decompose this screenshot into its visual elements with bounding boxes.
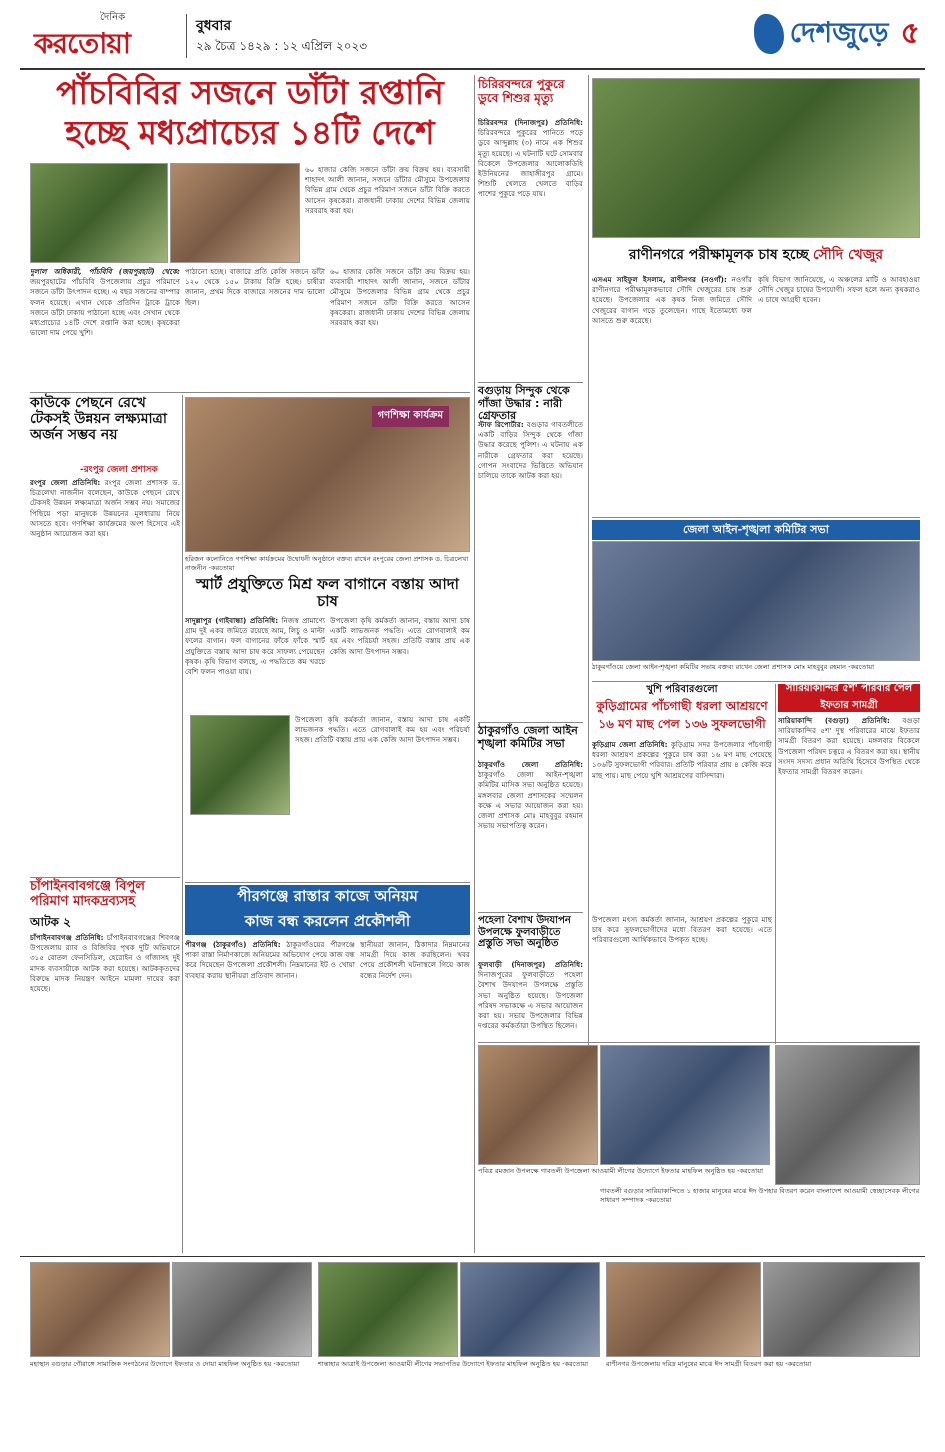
lead-body-col3: ৬০ হাজার কেজি সজনে ডাঁটা ক্রয় বিক্রয় হয়। ব্যবসায়ী শাহাদৎ আলী জানান, সজনে ডাঁটার মৌসুমে উপজেলার বিভিন্ন গ্রাম থেকে প্রচুর পরিমাণ সজনে ডাঁটা বিক্রি করতে আসেন কৃষকেরা। রাজধানী ঢাকায় দেশের বিভিন্ন জেলায় সরবরাহ করা হয়।: [330, 267, 470, 328]
rule-kurigram: [592, 681, 920, 682]
saudi-headline-right: সৌদি খেজুর: [812, 247, 884, 263]
lead-photo-harvest: [170, 163, 300, 263]
kurigram-headline-line1: কুড়িগ্রামের পাঁচগাছী ধরলা আশ্রয়ণে: [596, 699, 768, 713]
lead-body: জয়পুরহাটের পাঁচবিবি উপজেলায় প্রচুর পরিমাণে সজনে ডাঁটা উৎপাদন হচ্ছে। এ বছর সজনের বাম্পার ফলন হয়েছে। এখান থেকে প্রতিদিন ট্রাকে ট্রাকে সজনে ডাঁটা ঢাকায় পাঠানো হচ্ছে এবং সেখান থেকে মধ্যপ্রাচ্যের ১৪টি দেশে রপ্তানি করা হচ্ছে। কৃষকেরা ভালো দাম পেয়ে খুশি।: [30, 277, 180, 338]
saudi-body-right: কৃষি বিভাগ জানিয়েছে, এ অঞ্চলের মাটি ও আবহাওয়া সৌদি খেজুর চাষের উপযোগী। সফল হলে অন্য কৃষকরাও এ চাষে আগ্রহী হবেন।: [758, 275, 920, 305]
meeting-photo: [592, 541, 920, 661]
bogura-body-text: বগুড়ার গাবতলীতে একটি বাড়ির সিন্দুক থেকে গাঁজা উদ্ধার করেছে পুলিশ। এ ঘটনায় এক নারীকে গ্রেফতার করা হয়েছে। গোপন সংবাদের ভিত্তিতে অভিযান চালিয়ে তাকে আটক করা হয়।: [478, 420, 583, 481]
pirganj-body: ঠাকুরগাঁওয়ের পীরগঞ্জে পাকা রাস্তা নির্মাণকাজে অনিয়মের অভিযোগ পেয়ে কাজ বন্ধ করে দিয়েছেন উপজেলা প্রকৌশলী। নিম্নমানের ইট ও খোয়া ব্যবহার করায় স্থানীয়রা প্রতিবাদ জানান।: [185, 940, 355, 980]
sariakandi-photo: [775, 1045, 920, 1185]
chapai-byline: চাঁপাইনবাবগঞ্জ প্রতিনিধি:: [30, 933, 104, 942]
pohela-headline: পহেলা বৈশাখ উদযাপন উপলক্ষে ফুলবাড়ীতে প্রস্তুতি সভা অনুষ্ঠিত: [478, 915, 571, 949]
pohela-body: [478, 960, 583, 1040]
rule-pohela: [478, 912, 583, 913]
bangladesh-map-icon: [754, 14, 784, 54]
bottom-photo-5: [606, 1262, 761, 1357]
rule-thakurgaon: [478, 722, 583, 723]
chapai-body-text: চাঁপাইনবাবগঞ্জের শিবগঞ্জ উপজেলায় র‌্যাব ও বিজিবির পৃথক দুটি অভিযানে ৩১৫ বোতল ফেনসিডিল, হেরোইন ও গাঁজাসহ দুই মাদক ব্যবসায়ীকে আটক করা হয়েছে। আটককৃতদের বিরুদ্ধে মাদক নিয়ন্ত্রণ আইনে মামলা দায়ের করা হয়েছে।: [30, 933, 180, 994]
smart-body: নিজস্ব প্রামাণ্যে গ্রাম দুই একর জমিতে রয়েছে আম, লিচু ও মাল্টা ফলের বাগান। ফল বাগানের ফাঁকে ফাঁকে স্মার্ট প্রযুক্তিতে বস্তায় আদা চাষ করে সাফল্য পেয়েছেন কৃষক। কৃষি বিভাগ বলছে, এ পদ্ধতিতে কম খরচে বেশি ফলন পাওয়া যায়।: [185, 616, 325, 677]
section-title: [700, 8, 920, 60]
bogura-headline: বগুড়ায় সিন্দুক থেকে গাঁজা উদ্ধার : নারী গ্রেফতার: [478, 384, 570, 423]
saudi-byline: এসএম সাইফুল ইসলাম, রাণীনগর (নওগাঁ):: [592, 275, 727, 284]
rangpur-banner: গণশিক্ষা কার্যক্রম: [372, 406, 449, 427]
lead-headline-line2: হচ্ছে মধ্যপ্রাচ্যের ১৪টি দেশে: [65, 113, 435, 152]
sariakandi-photo-caption: গাবতলী বগুড়ার সারিয়াকান্দিতে ১ হাজার মানুষের মাঝে ঈদ উপহার বিতরণ করেন বাংলাদেশ আওয়ামী স্বেচ্ছাসেবক লীগের সাধারণ সম্পাদক -করতোয়া: [600, 1187, 920, 1204]
saudi-photo: [592, 78, 920, 238]
thakurgaon-body-text: ঠাকুরগাঁও জেলা আইন-শৃঙ্খলা কমিটির মাসিক সভা অনুষ্ঠিত হয়েছে। মঙ্গলবার জেলা প্রশাসকের সম্মেলন কক্ষে এ সভার আয়োজন করা হয়। জেলা প্রশাসক মোঃ মাহবুবুর রহমান সভায় সভাপতিত্ব করেন।: [478, 770, 583, 831]
mid-photo-iftar-center: [600, 1045, 770, 1165]
kurigram-body-text: কুড়িগ্রাম সদর উপজেলার পাঁচগাছী ধরলা আশ্রয়ণ প্রকল্পের পুকুরে চাষ করা ১৬ মণ মাছ পেয়েছে ১৩৬টি সুফলভোগী পরিবার। প্রতিটি পরিবার প্রায় ৪ কেজি করে মাছ পায়। মাছ পেয়ে খুশি আশ্রয়ণের বাসিন্দারা।: [592, 740, 772, 780]
chiribandar-body-text: চিরিরবন্দরে পুকুরের পানিতে পড়ে ডুবে আব্দুল্লাহ (৩) নামে এক শিশুর মৃত্যু হয়েছে। এ ঘটনাটি ঘটে সোমবার বিকেলে উপজেলার আলোকডিহি ইউনিয়নের জাহাঙ্গীরপুর গ্রামে। শিশুটি খেলতে খেলতে বাড়ির পাশের পুকুরে পড়ে যায়।: [478, 128, 583, 199]
saudi-body-left: [592, 275, 752, 515]
column-rule-1: [182, 395, 183, 1253]
pirganj-byline: পীরগঞ্জ (ঠাকুরগাঁও) প্রতিনিধি:: [185, 940, 281, 949]
saudi-body: নওগাঁর রাণীনগরে পরীক্ষামূলকভাবে সৌদি খেজুরের চাষ শুরু হয়েছে। উপজেলার এক কৃষক নিজ জমিতে সৌদি খেজুরের বাগান গড়ে তুলেছেন। গাছে ইতোমধ্যে ফল আসতে শুরু করেছে।: [592, 275, 752, 325]
lead-body-right: ৬০ হাজার কেজি সজনে ডাঁটা ক্রয় বিক্রয় হয়। ব্যবসায়ী শাহাদৎ আলী জানান, সজনে ডাঁটার মৌসুমে উপজেলার বিভিন্ন গ্রাম থেকে প্রচুর পরিমাণ সজনে ডাঁটা বিক্রি করতে আসেন কৃষকেরা। রাজধানী ঢাকায় দেশের বিভিন্ন জেলায় সরবরাহ করা হয়।: [305, 165, 470, 215]
chapai-body: [30, 933, 180, 1251]
chapai-subhead: আটক ২: [30, 915, 71, 929]
rule-pirganj: [185, 882, 470, 883]
kaudik-byline: রংপুর জেলা প্রতিনিধি:: [30, 478, 101, 487]
bottom-rule: [20, 1256, 925, 1257]
rangpur-photo: [185, 397, 470, 552]
sariakandi-body-text: বগুড়া সারিয়াকান্দির ৫শ' দুস্থ পরিবারের মাঝে ইফতার সামগ্রী বিতরণ করা হয়েছে। মঙ্গলবার বিকেলে উপজেলা পরিষদ চত্বরে এ বিতরণ করা হয়। স্থানীয় সংসদ সদস্য প্রধান অতিথি হিসেবে উপস্থিত থেকে ইফতার সামগ্রী বিতরণ করেন।: [778, 716, 920, 777]
thakurgaon-headline: ঠাকুরগাঁও জেলা আইন শৃঙ্খলা কমিটির সভা: [478, 724, 578, 750]
kaudik-headline: কাউকে পেছনে রেখে টেকসই উন্নয়ন লক্ষ্যমাত্রা অর্জন সম্ভব নয়: [30, 395, 167, 444]
bottom-photo-4: [460, 1262, 600, 1357]
bottom-caption-3: রাণীনগর উপজেলায় দরিদ্র মানুষের মাঝে ঈদ সামগ্রী বিতরণ করা হয় -করতোয়া: [606, 1360, 812, 1368]
sariakandi-headline: সারিয়াকান্দির ৫শ' পরিবার পেল ইফতার সামগ্রী: [778, 684, 920, 712]
rangpur-caption: হরিজন কলোনিতে গণশিক্ষা কার্যক্রমের উদ্বোধনী অনুষ্ঠানে বক্তব্য রাখেন রংপুরের জেলা প্রশাসক ড. চিত্রলেখা নাজনীন -করতোয়া: [185, 555, 469, 572]
masthead-date: ২৯ চৈত্র ১৪২৯ : ১২ এপ্রিল ২০২৩: [196, 39, 368, 53]
logo-main-text: করতোয়া: [34, 27, 130, 60]
sariakandi-byline: সারিয়াকান্দি (বগুড়া) প্রতিনিধি:: [778, 716, 890, 725]
rule-kaudik: [30, 392, 470, 393]
page-number: ৫: [900, 15, 920, 51]
bottom-photo-6: [763, 1262, 920, 1357]
saudi-headline-box: [592, 240, 920, 270]
chiribandar-body: [478, 118, 583, 380]
meeting-banner: জেলা আইন-শৃঙ্খলা কমিটির সভা: [592, 520, 920, 540]
rule-chapai: [30, 877, 180, 878]
saudi-headline-left: রাণীনগরে পরীক্ষামূলক চাষ হচ্ছে: [628, 247, 809, 263]
kurigram-body-2: উপজেলা মৎস্য কর্মকর্তা জানান, আশ্রয়ণ প্রকল্পের পুকুরে মাছ চাষ করে সুফলভোগীদের মধ্যে বিতরণ করা হয়েছে। এতে পরিবারগুলো আর্থিকভাবে উপকৃত হচ্ছে।: [592, 915, 772, 945]
kaudik-body-text: রংপুর জেলা প্রশাসক ড. চিত্রলেখা নাজনীন বলেছেন, কাউকে পেছনে রেখে টেকসই উন্নয়ন লক্ষ্যমাত্রা অর্জন সম্ভব নয়। সমাজের পিছিয়ে পড়া মানুষকে উন্নয়নের মূলধারায় নিয়ে আসতে হবে। গণশিক্ষা কার্যক্রমের অংশ হিসেবে এই অনুষ্ঠান আয়োজন করা হয়।: [30, 478, 180, 539]
smart-body-col3: উপজেলা কৃষি কর্মকর্তা জানান, বস্তায় আদা চাষ একটি লাভজনক পদ্ধতি। এতে রোগবালাই কম হয় এবং পরিচর্যা সহজ। প্রতিটি বস্তায় প্রায় এক কেজি আদা উৎপাদন সম্ভব।: [295, 715, 470, 745]
thakurgaon-body: [478, 760, 583, 910]
rule-midphotos: [478, 1042, 920, 1043]
rule-meeting: [592, 517, 920, 518]
kaudik-body: [30, 478, 180, 873]
masthead-day: বুধবার: [196, 18, 232, 34]
column-rule-2: [474, 75, 475, 1253]
masthead-divider: [186, 14, 187, 58]
chapai-headline: চাঁপাইনবাবগঞ্জে বিপুল পরিমাণ মাদকদ্রব্যসহ: [30, 879, 145, 909]
bottom-photo-2: [172, 1262, 312, 1357]
pohela-body-text: দিনাজপুরের ফুলবাড়ীতে পহেলা বৈশাখ উদযাপন উপলক্ষে প্রস্তুতি সভা অনুষ্ঠিত হয়েছে। উপজেলা পরিষদ সভাকক্ষে এ সভার আয়োজন করা হয়। সভায় উপজেলার বিভিন্ন দপ্তরের কর্মকর্তারা উপস্থিত ছিলেন।: [478, 970, 583, 1031]
bottom-photo-1: [30, 1262, 170, 1357]
smart-headline: স্মার্ট প্রযুক্তিতে মিশ্র ফল বাগানে বস্তায় আদা চাষ: [195, 575, 459, 611]
meeting-caption: ঠাকুরগাঁওয়ে জেলা আইন-শৃঙ্খলা কমিটির সভায় বক্তব্য রাখেন জেলা প্রশাসক মোঃ মাহবুবুর রহমান -করতোয়া: [592, 663, 875, 671]
pirganj-headline-line2: কাজ বন্ধ করলেন প্রকৌশলী: [244, 912, 411, 930]
column-rule-3: [588, 75, 589, 1045]
chiribandar-byline: চিরিরবন্দর (দিনাজপুর) প্রতিনিধি:: [478, 118, 583, 127]
pohela-byline: ফুলবাড়ী (দিনাজপুর) প্রতিনিধি:: [478, 960, 583, 969]
section-name: দেশজুড়ে: [789, 15, 889, 49]
kurigram-body: [592, 740, 772, 915]
mid-photo-iftar-left: [478, 1045, 598, 1165]
bottom-caption-2: শান্তাহার আত্রাই উপজেলা আওয়ামী লীগের সভাপতির উদ্যোগে ইফতার মাহফিল অনুষ্ঠিত হয় -করতোয়া: [318, 1360, 589, 1368]
lead-byline: দুলাল অধিকারী, পাঁচবিবি (জয়পুরহাট) থেকে:: [30, 267, 180, 276]
kurigram-kicker: খুশি পরিবারগুলো: [646, 684, 718, 695]
pirganj-body-left: [185, 940, 355, 1250]
lead-photo-trucks: [30, 163, 168, 263]
rule-bogura: [478, 382, 583, 383]
column-rule-4: [775, 684, 776, 1044]
pirganj-headline-line1: পীরগঞ্জে রাস্তার কাজে অনিয়ম: [237, 887, 418, 905]
smart-photo: [190, 715, 290, 815]
masthead-logo: [30, 8, 180, 66]
mid-photo-caption: পবিত্র রমজান উপলক্ষে গাবতলী উপজেলা আওয়ামী লীগের উদ্যোগে ইফতার মাহফিল অনুষ্ঠিত হয় -করতোয়া: [478, 1167, 763, 1175]
lead-body-mid: পাঠানো হচ্ছে। বাজারে প্রতি কেজি সজনে ডাঁটা ১২০ থেকে ১৫০ টাকায় বিক্রি হচ্ছে। চাষীরা জানান, প্রথম দিকে বাজারে সজনের দাম ভালো ছিল।: [185, 267, 325, 307]
smart-byline: সাদুল্লাপুর (গাইবান্ধা) প্রতিনিধি:: [185, 616, 279, 625]
chiribandar-headline: চিরিরবন্দরে পুকুরে ডুবে শিশুর মৃত্যু: [478, 77, 565, 105]
smart-body-left: [185, 616, 325, 711]
kurigram-byline: কুড়িগ্রাম জেলা প্রতিনিধি:: [592, 740, 668, 749]
bottom-caption-1: মহাস্থান বগুড়ার গৌরাঙ্গে সামাজিক সংগঠনের উদ্যোগে ইফতার ও দোয়া মাহফিল অনুষ্ঠিত হয় -করতোয়া: [30, 1360, 300, 1368]
masthead-rule: [20, 68, 925, 70]
lead-headline-line1: পাঁচবিবির সজনে ডাঁটা রপ্তানি: [56, 73, 444, 112]
sariakandi-body: [778, 716, 920, 1046]
pirganj-headline-box: [185, 885, 470, 935]
masthead: [0, 0, 945, 70]
bogura-body: [478, 420, 583, 720]
logo-small-text: দৈনিক: [100, 12, 126, 23]
bogura-byline: স্টাফ রিপোর্টার:: [478, 420, 524, 429]
lead-body-left: [30, 267, 180, 387]
kaudik-subhead: -রংপুর জেলা প্রশাসক: [80, 465, 158, 475]
kurigram-headline-line2: ১৬ মণ মাছ পেল ১৩৬ সুফলভোগী: [598, 717, 766, 731]
smart-body-right: উপজেলা কৃষি কর্মকর্তা জানান, বস্তায় আদা চাষ একটি লাভজনক পদ্ধতি। এতে রোগবালাই কম হয় এবং পরিচর্যা সহজ। প্রতিটি বস্তায় প্রায় এক কেজি আদা উৎপাদন সম্ভব।: [330, 616, 470, 656]
pirganj-body-right: স্থানীয়রা জানান, ঠিকাদার নিম্নমানের সামগ্রী দিয়ে কাজ করছিলেন। খবর পেয়ে প্রকৌশলী ঘটনাস্থলে গিয়ে কাজ বন্ধের নির্দেশ দেন।: [360, 940, 470, 980]
bottom-photo-3: [318, 1262, 458, 1357]
thakurgaon-byline: ঠাকুরগাঁও জেলা প্রতিনিধি:: [478, 760, 583, 769]
